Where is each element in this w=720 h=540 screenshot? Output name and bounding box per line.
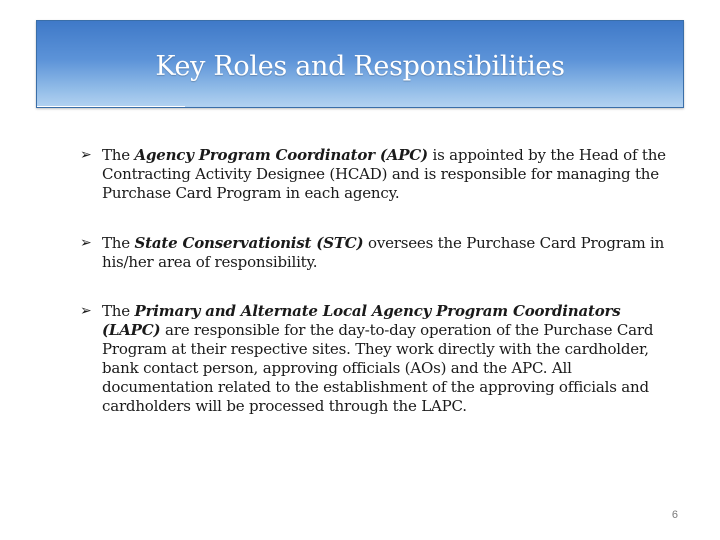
bullet-text-before: The	[102, 302, 135, 320]
bullet-text-after: oversees the Purchase Card Program in his/her area of responsibility.	[102, 234, 665, 271]
bullet-text-before: The	[102, 146, 135, 164]
title-banner	[36, 20, 684, 108]
slide-number: 6	[671, 509, 678, 521]
bullet-emphasis: State Conservationist (STC)	[134, 234, 364, 252]
bullet-list	[80, 146, 680, 416]
title-underline	[37, 106, 185, 107]
bullet-emphasis: Primary and Alternate Local Agency Program Coordinators (LAPC)	[102, 302, 621, 339]
slide-title: Key Roles and Responsibilities	[155, 51, 565, 82]
bullet-emphasis: Agency Program Coordinator (APC)	[134, 146, 428, 164]
arrow-bullet-icon: ➢	[80, 147, 92, 163]
bullet-item-lapc	[80, 302, 680, 416]
arrow-bullet-icon: ➢	[80, 235, 92, 251]
bullet-text-after: are responsible for the day-to-day operation of the Purchase Card Program at their respective sites. They work directly with the cardholder, bank contact person, approving officials (AOs) and the APC. All documentation related to the establishment of the approving officials and cardholders will be processed through the LAPC.	[102, 321, 654, 415]
arrow-bullet-icon: ➢	[80, 303, 92, 319]
bullet-text-after: is appointed by the Head of the Contracting Activity Designee (HCAD) and is responsible for managing the Purchase Card Program in each agency.	[102, 146, 666, 202]
bullet-text-before: The	[102, 234, 135, 252]
bullet-item-stc	[80, 234, 680, 272]
bullet-item-apc	[80, 146, 680, 203]
